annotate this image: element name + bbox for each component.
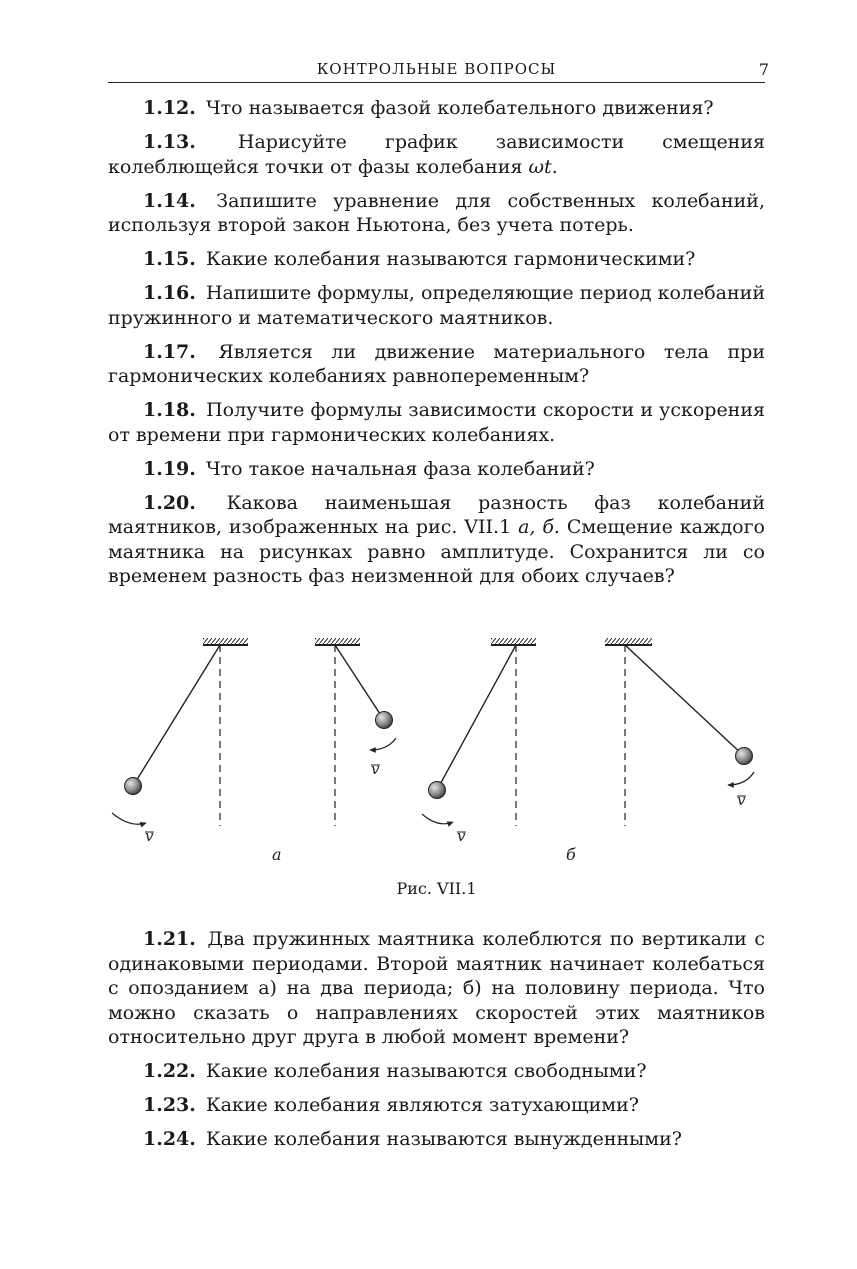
question-text: Какова наименьшая разность фаз колебаний маятников, изображенных на рис. VII.1 bbox=[108, 491, 765, 538]
question-tail: . bbox=[551, 155, 558, 178]
math-omega-t: ωt bbox=[528, 155, 552, 178]
question-1-16 bbox=[108, 281, 765, 330]
ceiling-hatch bbox=[491, 638, 536, 644]
question-number: 1.15. bbox=[143, 248, 196, 270]
question-text: Какие колебания называются свободными? bbox=[205, 1060, 647, 1082]
question-number: 1.23. bbox=[143, 1094, 196, 1116]
question-number: 1.12. bbox=[143, 97, 196, 119]
page-header bbox=[108, 60, 769, 83]
pendulum-a1 bbox=[112, 638, 248, 845]
ceiling-hatch bbox=[315, 638, 360, 644]
pendulum-string bbox=[437, 645, 516, 790]
velocity-label: v bbox=[457, 827, 466, 845]
question-1-17 bbox=[108, 340, 765, 389]
question-number: 1.21. bbox=[143, 928, 196, 950]
question-1-22 bbox=[108, 1059, 765, 1084]
question-number: 1.19. bbox=[143, 457, 196, 480]
pendulum-string bbox=[335, 645, 384, 720]
running-title: КОНТРОЛЬНЫЕ ВОПРОСЫ bbox=[316, 60, 557, 78]
pendulum-bob bbox=[429, 782, 446, 799]
question-1-24 bbox=[108, 1127, 765, 1152]
ceiling-hatch bbox=[203, 638, 248, 644]
question-number: 1.20. bbox=[143, 491, 196, 514]
question-1-14 bbox=[108, 189, 765, 238]
questions-block-2 bbox=[108, 927, 765, 1161]
questions-block-1 bbox=[108, 96, 765, 598]
pendulum-b2 bbox=[605, 638, 754, 826]
question-text: Какие колебания называются гармоническими? bbox=[205, 248, 696, 270]
question-number: 1.24. bbox=[143, 1128, 196, 1150]
ceiling-hatch bbox=[605, 638, 652, 644]
question-1-15 bbox=[108, 247, 765, 272]
question-1-21 bbox=[108, 927, 765, 1050]
question-number: 1.22. bbox=[143, 1060, 196, 1082]
question-text: Какие колебания являются затухающими? bbox=[205, 1094, 639, 1116]
question-number: 1.16. bbox=[143, 282, 196, 304]
pendulum-diagram bbox=[108, 628, 765, 878]
question-1-18 bbox=[108, 398, 765, 447]
question-1-12 bbox=[108, 96, 765, 121]
pendulum-a2 bbox=[315, 638, 396, 826]
pendulum-bob bbox=[125, 778, 142, 795]
pendulum-string bbox=[133, 645, 220, 786]
velocity-arrow bbox=[370, 738, 396, 750]
figure-caption: Рис. VII.1 bbox=[396, 879, 477, 898]
question-text: Получите формулы зависимости скорости и ускорения от времени при гармонических колебаниях. bbox=[108, 399, 765, 446]
label-a: а bbox=[272, 845, 282, 864]
question-text: Что такое начальная фаза колебаний? bbox=[205, 457, 595, 480]
velocity-arrow bbox=[422, 814, 453, 824]
figure-reference: а, б. bbox=[518, 516, 560, 538]
question-number: 1.18. bbox=[143, 399, 196, 421]
question-1-13 bbox=[108, 130, 765, 179]
question-text: Что называется фазой колебательного движения? bbox=[205, 97, 714, 119]
question-number: 1.13. bbox=[143, 131, 196, 153]
page-number: 7 bbox=[758, 60, 769, 79]
question-number: 1.14. bbox=[143, 189, 196, 212]
question-number: 1.17. bbox=[143, 340, 196, 363]
question-text: Напишите формулы, определяющие период колебаний пружинного и математического маятников. bbox=[108, 282, 765, 329]
question-text: Два пружинных маятника колеблются по вертикали с одинаковыми периодами. Второй маятник начинает колебаться с опозданием а) на два периода; б) на половину периода. Что можно сказать о направлениях скоростей этих маятников относительно друг друга в любой момент времени? bbox=[108, 928, 765, 1048]
question-1-19 bbox=[108, 457, 765, 482]
question-1-20 bbox=[108, 491, 765, 589]
question-text: Нарисуйте график зависимости смещения колеблющейся точки от фазы колебания bbox=[108, 131, 765, 178]
velocity-arrow bbox=[728, 772, 754, 785]
pendulum-string bbox=[625, 645, 744, 756]
question-text: Запишите уравнение для собственных колебаний, используя второй закон Ньютона, без учета потерь. bbox=[108, 189, 765, 236]
velocity-arrow bbox=[112, 813, 146, 824]
velocity-label: v bbox=[145, 827, 154, 845]
question-text: Является ли движение материального тела при гармонических колебаниях равнопеременным? bbox=[108, 340, 765, 387]
pendulum-bob bbox=[736, 748, 753, 765]
question-text-continued: Смещение каждого маятника на рисунках равно амплитуде. Сохранится ли со временем разность фаз неизменной для обоих случаев? bbox=[108, 516, 765, 587]
velocity-label: v bbox=[371, 760, 380, 778]
pendulum-bob bbox=[376, 712, 393, 729]
question-1-23 bbox=[108, 1093, 765, 1118]
pendulum-figure bbox=[108, 628, 765, 908]
pendulum-b1 bbox=[422, 638, 536, 845]
velocity-label: v bbox=[737, 791, 746, 809]
label-b: б bbox=[566, 845, 576, 864]
question-text: Какие колебания называются вынужденными? bbox=[205, 1128, 682, 1150]
